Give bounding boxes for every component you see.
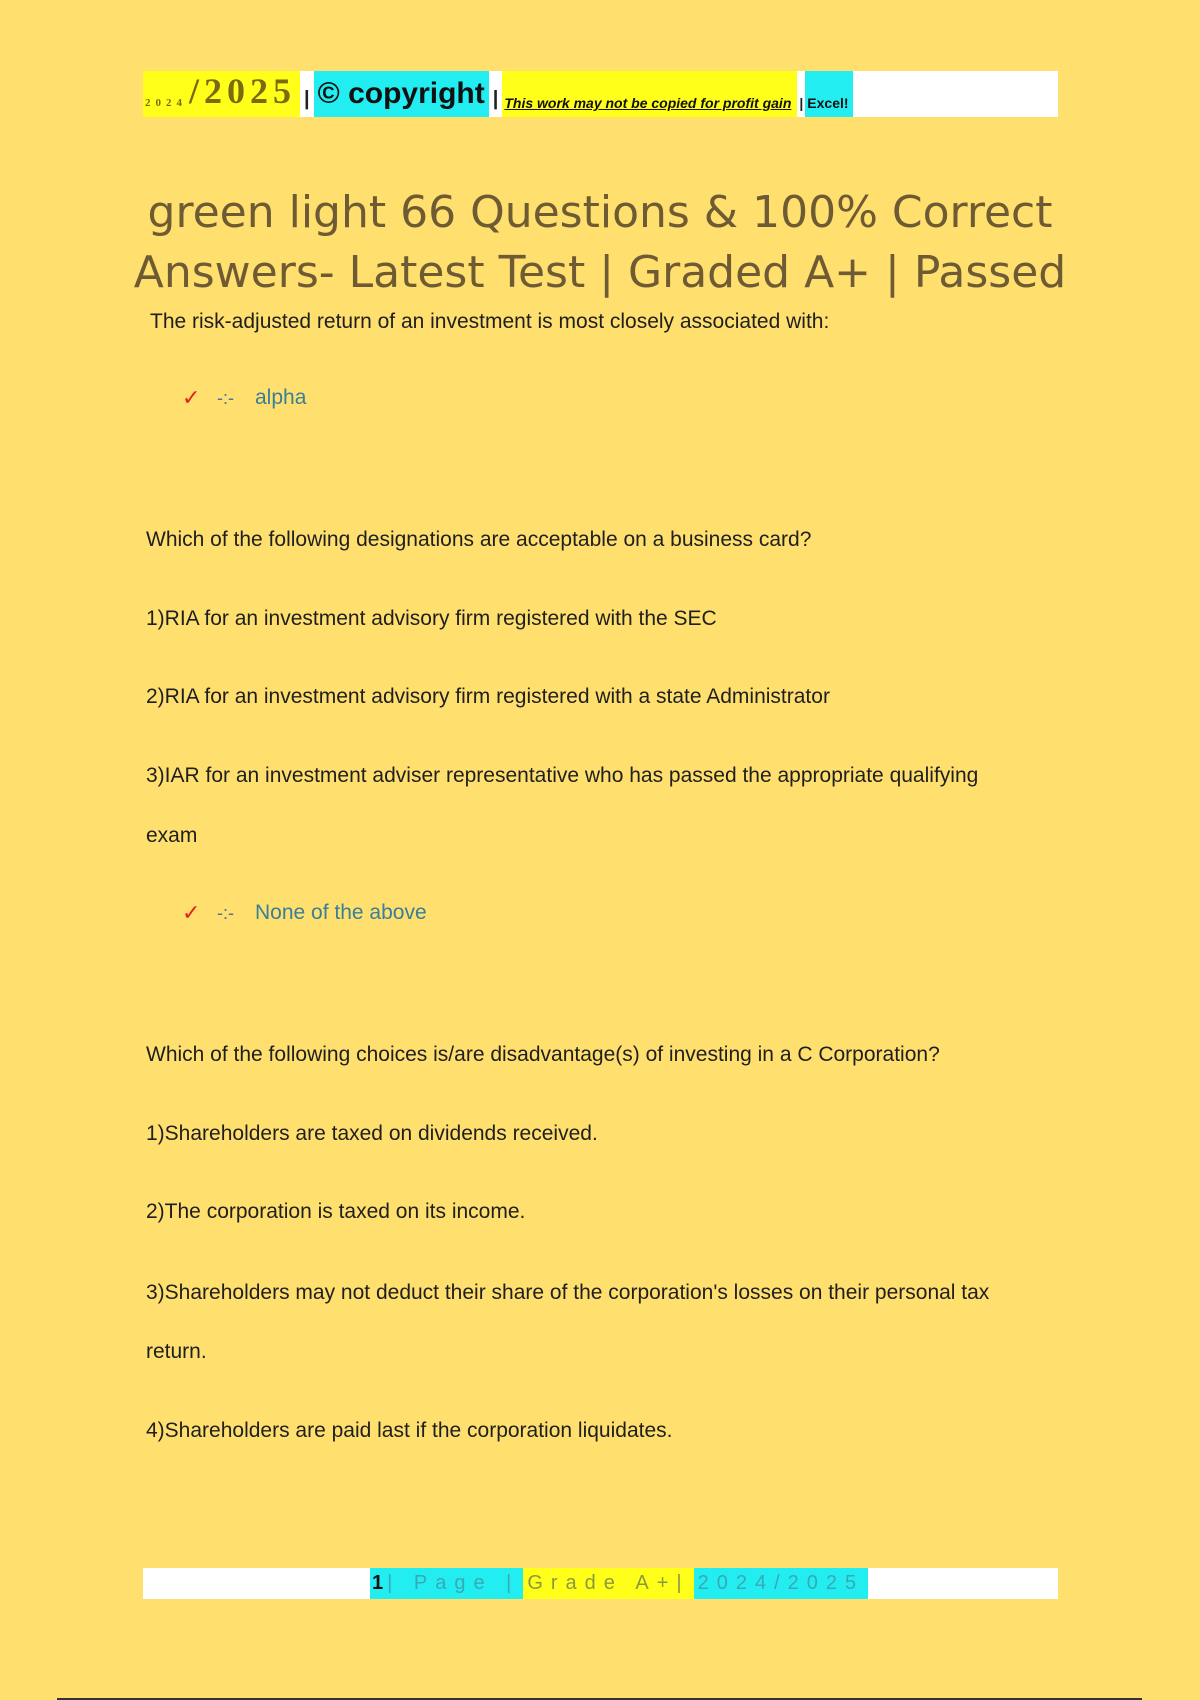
- question-option: 4)Shareholders are paid last if the corporation liquidates.: [146, 1419, 673, 1442]
- check-icon: ✓: [182, 900, 201, 925]
- header-copyright: © copyright: [314, 71, 489, 117]
- answer-separator: -:-: [217, 902, 234, 923]
- title-line-2: Answers- Latest Test | Graded A+ | Passed: [133, 247, 1067, 298]
- header-separator: |: [304, 88, 310, 110]
- question-option: return.: [146, 1340, 207, 1363]
- question-prompt: Which of the following designations are acceptable on a business card?: [146, 528, 812, 551]
- question-option: 1)RIA for an investment advisory firm registered with the SEC: [146, 607, 717, 630]
- header-banner: [143, 71, 1058, 117]
- header-year-big: /2025: [189, 71, 297, 111]
- question-option: 3)IAR for an investment adviser representative who has passed the appropriate qualifying: [146, 764, 979, 787]
- question-option: exam: [146, 824, 198, 847]
- question-prompt: Which of the following choices is/are disadvantage(s) of investing in a C Corporation?: [146, 1043, 940, 1066]
- footer-content: [370, 1568, 868, 1599]
- question-option: 1)Shareholders are taxed on dividends received.: [146, 1122, 598, 1145]
- footer-page-number: 1: [370, 1568, 383, 1599]
- answer-separator: -:-: [217, 387, 234, 408]
- footer-grade: Grade A+|: [523, 1568, 693, 1599]
- question-prompt: The risk-adjusted return of an investment is most closely associated with:: [150, 310, 830, 333]
- document-title: [100, 183, 1100, 303]
- header-separator: |: [492, 88, 499, 110]
- footer-year: 2024/2025: [694, 1568, 869, 1599]
- answer-text: None of the above: [255, 901, 427, 924]
- footer-page-label: | Page |: [383, 1568, 523, 1599]
- answer-text: alpha: [255, 386, 307, 409]
- header-year: [143, 71, 300, 117]
- header-notice: This work may not be copied for profit gain: [502, 71, 797, 117]
- header-separator: |: [799, 95, 804, 111]
- question-option: 3)Shareholders may not deduct their share of the corporation's losses on their personal tax: [146, 1281, 990, 1304]
- answer-line: [182, 385, 306, 411]
- check-icon: ✓: [182, 385, 201, 410]
- title-line-1: green light 66 Questions & 100% Correct: [147, 187, 1053, 238]
- question-option: 2)The corporation is taxed on its income.: [146, 1200, 526, 1223]
- header-excel: Excel!: [805, 71, 852, 117]
- footer-banner: [143, 1568, 1058, 1599]
- answer-line: [182, 900, 427, 926]
- header-year-small: 2024: [145, 97, 187, 109]
- question-option: 2)RIA for an investment advisory firm registered with a state Administrator: [146, 685, 830, 708]
